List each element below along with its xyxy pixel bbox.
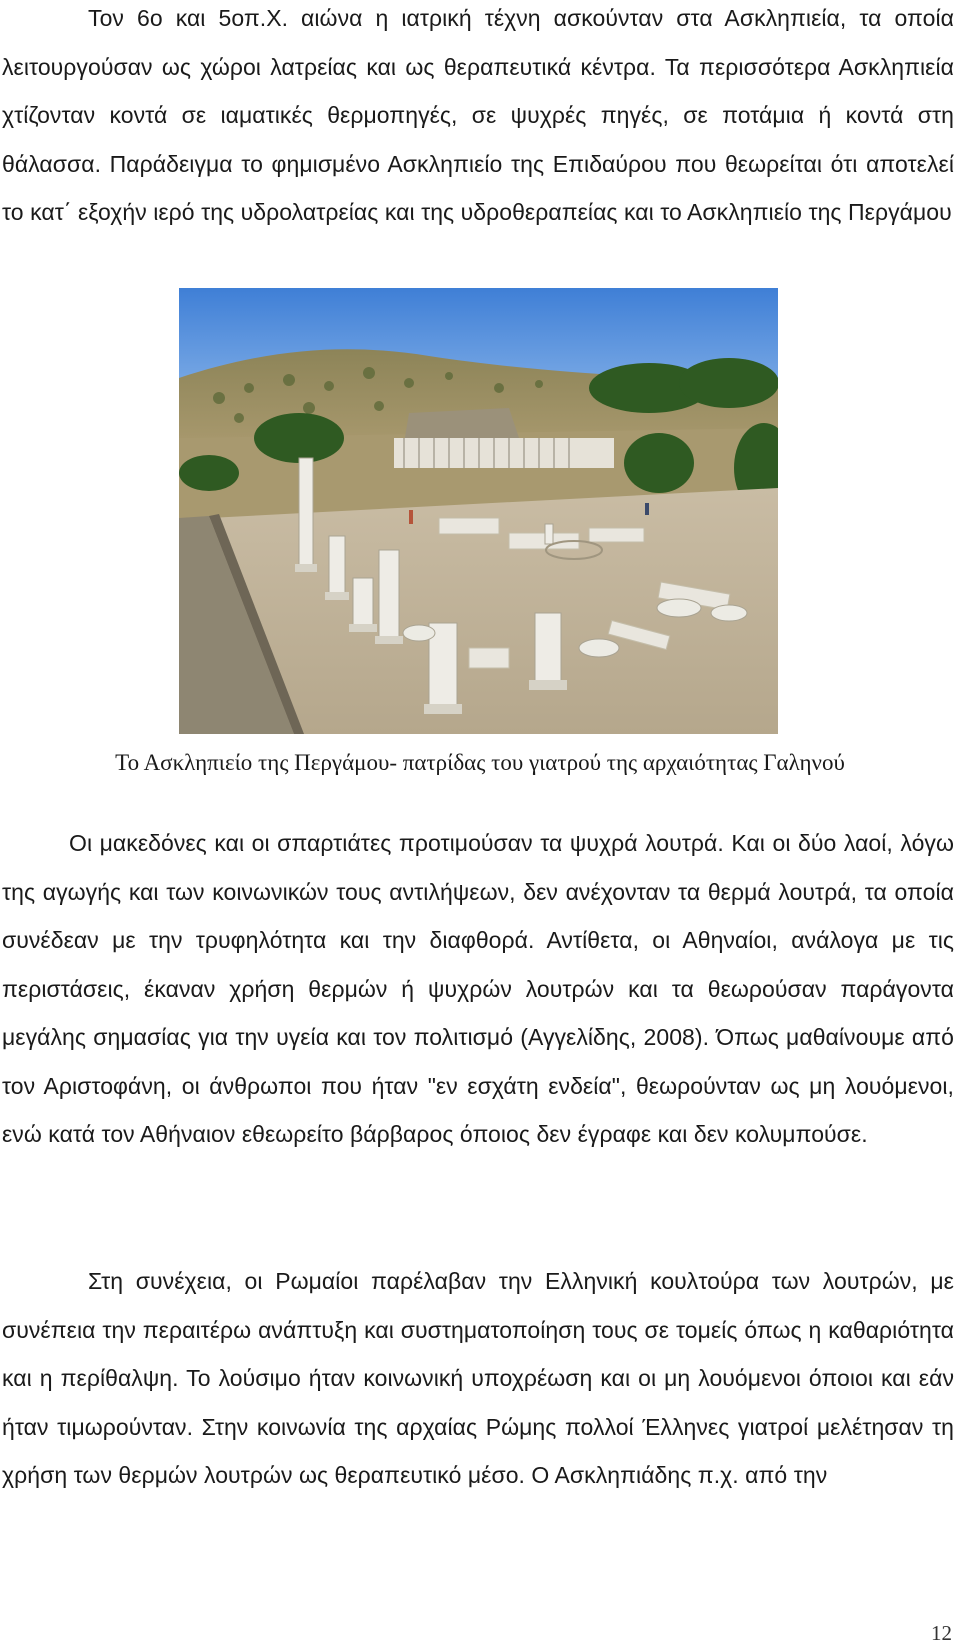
page-number: 12 <box>931 1621 952 1645</box>
paragraph-macedonians-spartans: Οι μακεδόνες και οι σπαρτιάτες προτιμούσαν τα ψυχρά λουτρά. Και οι δύο λαοί, λόγω της αγωγής και των κοινωνικών τους αντιλήψεων, δεν ανέχονταν τα θερμά λουτρά, τα οποία συνέδεαν με την τρυφηλότητα και την διαφθορά. Αντίθετα, οι Αθηναίοι, ανάλογα με τις περιστάσεις, έκαναν χρήση θερμών ή ψυχρών λουτρών και τα θεωρούσαν παράγοντα μεγάλης σημασίας για την υγεία και τον πολιτισμό (Αγγελίδης, 2008). Όπως μαθαίνουμε από τον Αριστοφάνη, οι άνθρωποι που ήταν "εν εσχάτη ενδεία", θεωρούνταν ως μη λουόμενοι, ενώ κατά τον Αθήναιον εθεωρείτο βάρβαρος όποιος δεν έγραφε και δεν κολυμπούσε. <box>2 830 954 1147</box>
photo-asklepieion-pergamon <box>179 288 778 734</box>
figure-caption: Το Ασκληπιείο της Περγάμου- πατρίδας του γιατρού της αρχαιότητας Γαληνού <box>115 750 845 775</box>
paragraph-asklepieia: Τον 6ο και 5οπ.Χ. αιώνα η ιατρική τέχνη ασκούνταν στα Ασκληπιεία, τα οποία λειτουργούσαν ως χώροι λατρείας και ως θεραπευτικά κέντρα. Τα περισσότερα Ασκληπιεία χτίζονταν κοντά σε ιαματικές θερμοπηγές, σε ψυχρές πηγές, σε ποτάμια ή κοντά στη θάλασσα. Παράδειγμα το φημισμένο Ασκληπιείο της Επιδαύρου που θεωρείται ότι αποτελεί το κατ΄ εξοχήν ιερό της υδρολατρείας και της υδροθεραπείας και το Ασκληπιείο της Περγάμου <box>2 5 954 225</box>
paragraph-romans: Στη συνέχεια, οι Ρωμαίοι παρέλαβαν την Ελληνική κουλτούρα των λουτρών, με συνέπεια την περαιτέρω ανάπτυξη και συστηματοποίηση τους σε τομείς όπως η καθαριότητα και η περίθαλψη. Το λούσιμο ήταν κοινωνική υποχρέωση και οι μη λουόμενοι όποιοι και εάν ήταν τιμωρούνταν. Στην κοινωνία της αρχαίας Ρώμης πολλοί Έλληνες γιατροί μελέτησαν τη χρήση των θερμών λουτρών ως θεραπευτικό μέσο. Ο Ασκληπιάδης π.χ. από την <box>2 1268 954 1488</box>
